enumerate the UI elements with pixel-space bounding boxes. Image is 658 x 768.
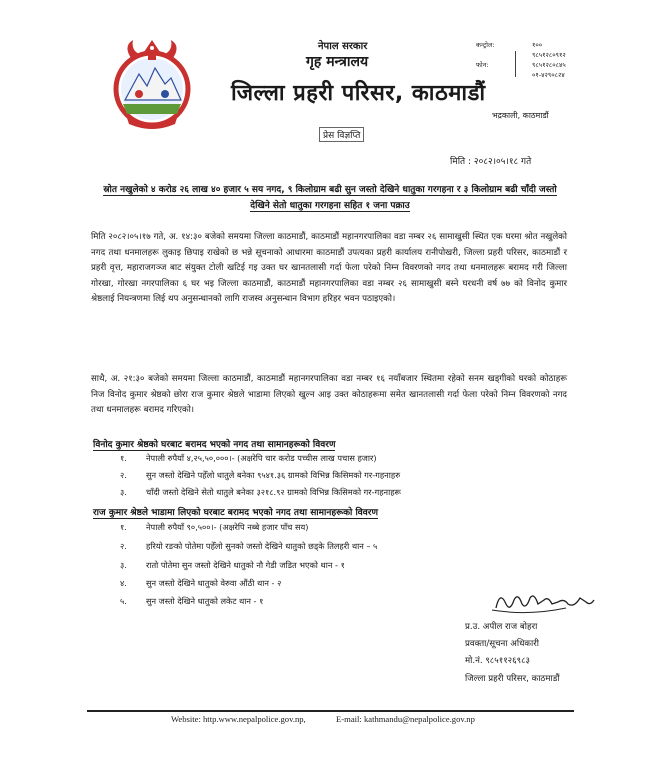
paragraph-1: मिति २०८२।०५।१७ गते, अ. १४:३० बजेको समयमा जिल्ला काठमाडौं, काठमाडौं महानगरपालिका वडा नम्बर २६ सामाखुसी स्थित एक घरमा श्रोत नखुलेको नगद तथा धनमालहरू लुकाइ छिपाइ राखेको छ भन्ने सूचनाको आधारमा काठमाडौं उपत्यका प्रहरी कार्यालय रानीपोखरी, जिल्ला प्रहरी परिसर, काठमाडौं र प्रहरी वृत्त, महाराजगञ्ज बाट संयुक्त टोली खटिई गइ उक्त घर खानतलासी गर्दा फेला परेको निम्न विवरणको नगद तथा धनमालहरू बरामद गरी जिल्ला गोरखा, गोरखा नगरपालिका ६ घर भइ जिल्ला काठमाडौं, काठमाडौं महानगरपालिका वडा नम्बर २६ सामाखुसी बस्ने घरधनी वर्ष ७७ को विनोद कुमार श्रेष्ठलाई नियन्त्रणमा लिई थप अनुसन्धानको लागि राजस्व अनुसन्धान विभाग हरिहर भवन पठाइएको। xyxy=(91,232,567,304)
contact-value: ९८५१२८०९१२ xyxy=(532,51,566,59)
press-release-label: प्रेस विज्ञप्ति xyxy=(319,127,364,142)
signature-image xyxy=(488,586,598,616)
signatory-title: प्रवक्ता/सूचना अधिकारी xyxy=(465,639,539,649)
signatory-office: जिल्ला प्रहरी परिसर, काठमाडौं xyxy=(465,674,560,684)
headline-text: स्रोत नखुलेको ४ करोड २६ लाख ४० हजार ५ सय नगद, ९ किलोग्राम बढी सुन जस्तो देखिने धातुका गरगहना र ३ किलोग्राम बढी चाँदी जस्तो देखिने सेतो धातुका गरगहना सहित १ जना पक्राउ xyxy=(103,185,557,211)
item-number: ३. xyxy=(120,487,127,497)
item-number: २. xyxy=(120,470,127,480)
item-number: ३. xyxy=(120,560,127,570)
list-item xyxy=(120,578,281,589)
list-item xyxy=(120,470,400,481)
ministry-name: गृह मन्त्रालय xyxy=(306,54,369,70)
contact-label: फोन: xyxy=(476,61,489,69)
item-text: सुन जस्तो देखिने धातुको वेरुवा औंठी थान - २ xyxy=(146,578,282,588)
list-item xyxy=(120,522,308,533)
footer-email: E-mail: kathmandu@nepalpolice.gov.np xyxy=(336,714,475,724)
item-number: ५. xyxy=(120,596,127,606)
section-1-title-text: विनोद कुमार श्रेष्ठको घरबाट बरामद भएको नगद तथा सामानहरूको विवरण xyxy=(93,440,336,450)
section-2-title-text: राज कुमार श्रेष्ठले भाडामा लिएको घरबाट बरामद भएको नगद तथा सामानहरूको विवरण xyxy=(93,508,378,518)
item-number: १. xyxy=(120,522,127,532)
office-title: जिल्ला प्रहरी परिसर, काठमाडौं xyxy=(231,81,486,106)
contact-value: ९८५१२८०८४५ xyxy=(532,61,566,69)
footer xyxy=(171,714,475,724)
office-address: भद्रकाली, काठमाडौं xyxy=(492,111,549,120)
release-date: मिति : २०८२।०५।१८ गते xyxy=(450,157,532,167)
contact-value: ०१-४२९०८२४ xyxy=(532,71,565,79)
headline xyxy=(100,182,560,214)
item-text: नेपाली रुपैयाँ ४,२५,५०,०००।- (अक्षरेपि चार करोड पच्चीस लाख पचास हजार) xyxy=(146,453,377,463)
government-name: नेपाल सरकार xyxy=(318,41,368,52)
nepal-emblem-logo xyxy=(109,34,195,134)
item-text: हरियो रङको पोतेमा पहेँलो सुनको जस्तो देखिने धातुको छड्के तिलहरी थान – ५ xyxy=(146,541,378,551)
paragraph-2: साथै, अ. २१:३० बजेको समयमा जिल्ला काठमाडौं, काठमाडौं महानगरपालिका वडा नम्बर १६ नयाँबजार स्थितमा रहेको सनम खड्गीको घरको कोठाहरू निज विनोद कुमार श्रेष्ठको छोरा राज कुमार श्रेष्ठले भाडामा लिएको खुल्न आइ उक्त कोठाहरूमा समेत खानतलासी गर्दा फेला परेको निम्न विवरणको नगद तथा धनमालहरू बरामद गरिएको। xyxy=(91,374,567,415)
list-item xyxy=(120,453,377,464)
item-text: सुन जस्तो देखिने धातुको लकेट थान - १ xyxy=(146,596,264,606)
contact-value: १०० xyxy=(532,41,543,49)
section-1-title xyxy=(93,437,335,450)
item-number: १. xyxy=(120,453,127,463)
footer-website: Website: http.www.nepalpolice.gov.np, xyxy=(171,714,306,724)
item-text: चाँदी जस्तो देखिने सेतो धातुले बनेका ३२१८.९२ ग्रामको विभिन्न किसिमको गर-गहनाहरू xyxy=(146,487,401,497)
footer-divider xyxy=(87,710,574,712)
signatory-phone: मो.नं. ९८५११२६९८३ xyxy=(465,656,531,666)
signatory-name: प्र.उ. अपील राज बोहरा xyxy=(465,622,538,632)
item-text: नेपाली रुपैयाँ ९०,५००।- (अक्षरेपि नब्बे हजार पाँच सय) xyxy=(146,522,309,532)
list-item xyxy=(120,596,263,607)
section-2-title xyxy=(93,505,378,518)
item-text: रातो पोतेमा सुन जस्तो देखिने धातुको नौ गेडी जडित भएको थान - १ xyxy=(146,560,345,570)
item-number: २. xyxy=(120,541,127,551)
list-item xyxy=(120,560,345,571)
phone-bracket xyxy=(515,51,519,77)
list-item xyxy=(120,541,377,552)
item-text: सुन जस्तो देखिने पहेँलो धातुले बनेका ९५४१.३६ ग्रामको विभिन्न किसिमको गर-गहनाहरु xyxy=(146,470,401,480)
contact-label: कन्ट्रोल: xyxy=(476,41,495,49)
item-number: ४. xyxy=(120,578,127,588)
list-item xyxy=(120,487,401,498)
